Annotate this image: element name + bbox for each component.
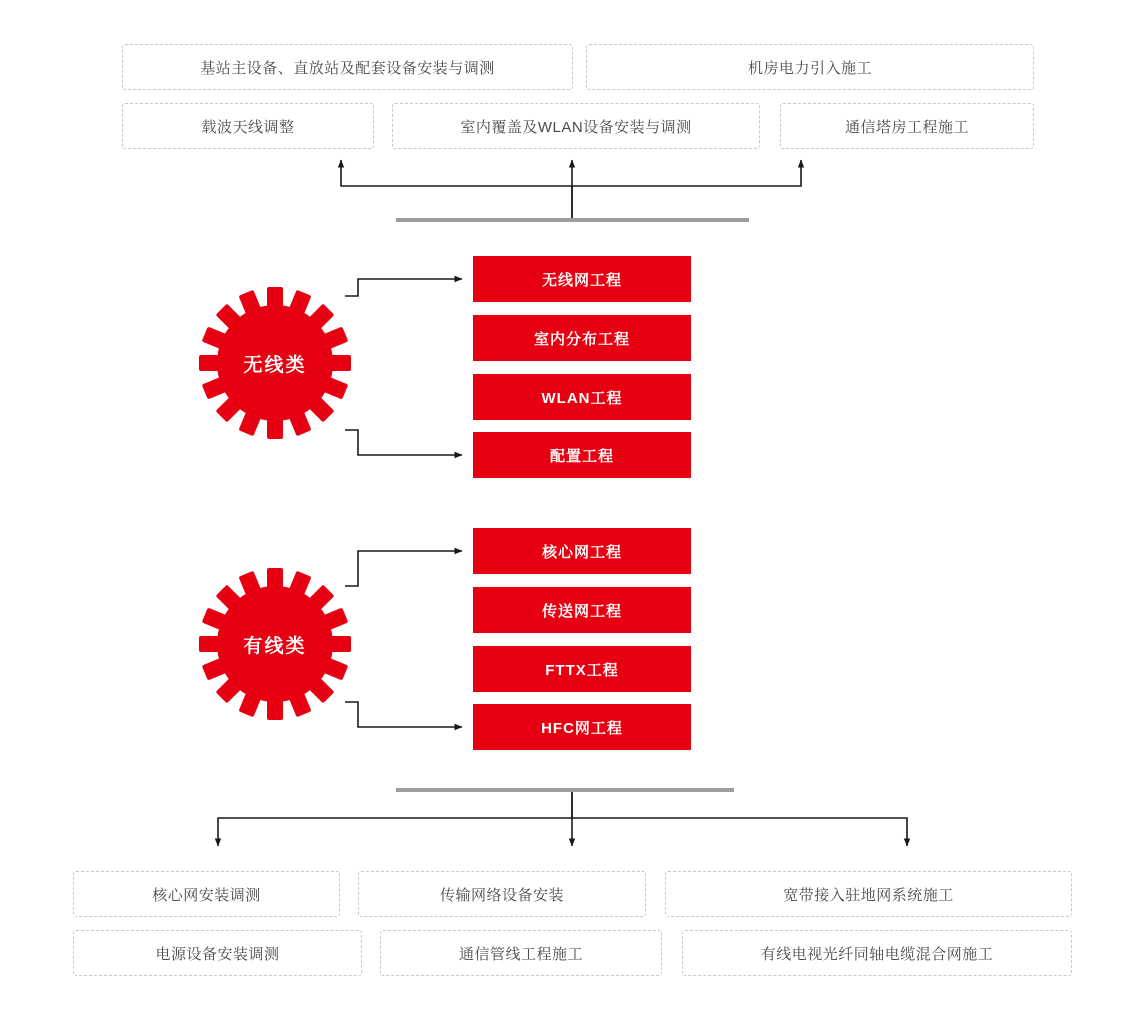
wired-item-label-3: FTTX工程 [545, 661, 619, 679]
wired-item-box-2[interactable] [473, 587, 691, 633]
wired-item-box-3[interactable] [473, 646, 691, 692]
bottom-task-label-5: 通信管线工程施工 [458, 945, 583, 963]
gear-label-wired: 有线类 [243, 635, 307, 657]
bottom-task-box-3[interactable] [665, 871, 1072, 917]
top-task-box-5[interactable] [780, 103, 1034, 149]
top-task-label-2: 机房电力引入施工 [747, 59, 872, 77]
wireless-item-label-1: 无线网工程 [541, 271, 622, 289]
bottom-task-box-2[interactable] [358, 871, 646, 917]
bottom-task-box-1[interactable] [73, 871, 340, 917]
gear-label-wireless: 无线类 [243, 354, 307, 376]
wired-item-box-1[interactable] [473, 528, 691, 574]
wireless-item-box-3[interactable] [473, 374, 691, 420]
bottom-task-box-5[interactable] [380, 930, 662, 976]
lower-divider-rule [396, 788, 734, 792]
wireless-item-label-4: 配置工程 [549, 447, 614, 465]
bottom-task-label-2: 传输网络设备安装 [439, 886, 564, 904]
bottom-task-label-4: 电源设备安装调测 [155, 945, 280, 963]
top-task-box-2[interactable] [586, 44, 1034, 90]
top-task-box-3[interactable] [122, 103, 374, 149]
top-task-label-4: 室内覆盖及WLAN设备安装与调测 [460, 118, 692, 136]
top-task-box-4[interactable] [392, 103, 760, 149]
wired-item-label-4: HFC网工程 [541, 719, 623, 737]
gear-icon-wired [197, 566, 353, 722]
wireless-item-box-1[interactable] [473, 256, 691, 302]
wireless-item-label-3: WLAN工程 [541, 389, 623, 407]
wired-item-box-4[interactable] [473, 704, 691, 750]
bottom-task-box-4[interactable] [73, 930, 362, 976]
wired-item-label-2: 传送网工程 [541, 602, 622, 620]
bottom-task-label-1: 核心网安装调测 [152, 886, 261, 904]
bottom-task-label-3: 宽带接入驻地网系统施工 [783, 886, 954, 904]
gear-icon-wireless [197, 285, 353, 441]
top-task-box-1[interactable] [122, 44, 573, 90]
wireless-item-label-2: 室内分布工程 [533, 330, 630, 348]
wireless-item-box-2[interactable] [473, 315, 691, 361]
upper-divider-rule [396, 218, 749, 222]
top-task-label-1: 基站主设备、直放站及配套设备安装与调测 [200, 59, 495, 77]
gear-node-wired[interactable] [197, 566, 353, 722]
bottom-task-box-6[interactable] [682, 930, 1072, 976]
wireless-item-box-4[interactable] [473, 432, 691, 478]
top-task-label-3: 载波天线调整 [201, 118, 295, 136]
bottom-task-label-6: 有线电视光纤同轴电缆混合网施工 [760, 945, 994, 963]
wired-item-label-1: 核心网工程 [541, 543, 622, 561]
gear-node-wireless[interactable] [197, 285, 353, 441]
top-task-label-5: 通信塔房工程施工 [844, 118, 969, 136]
